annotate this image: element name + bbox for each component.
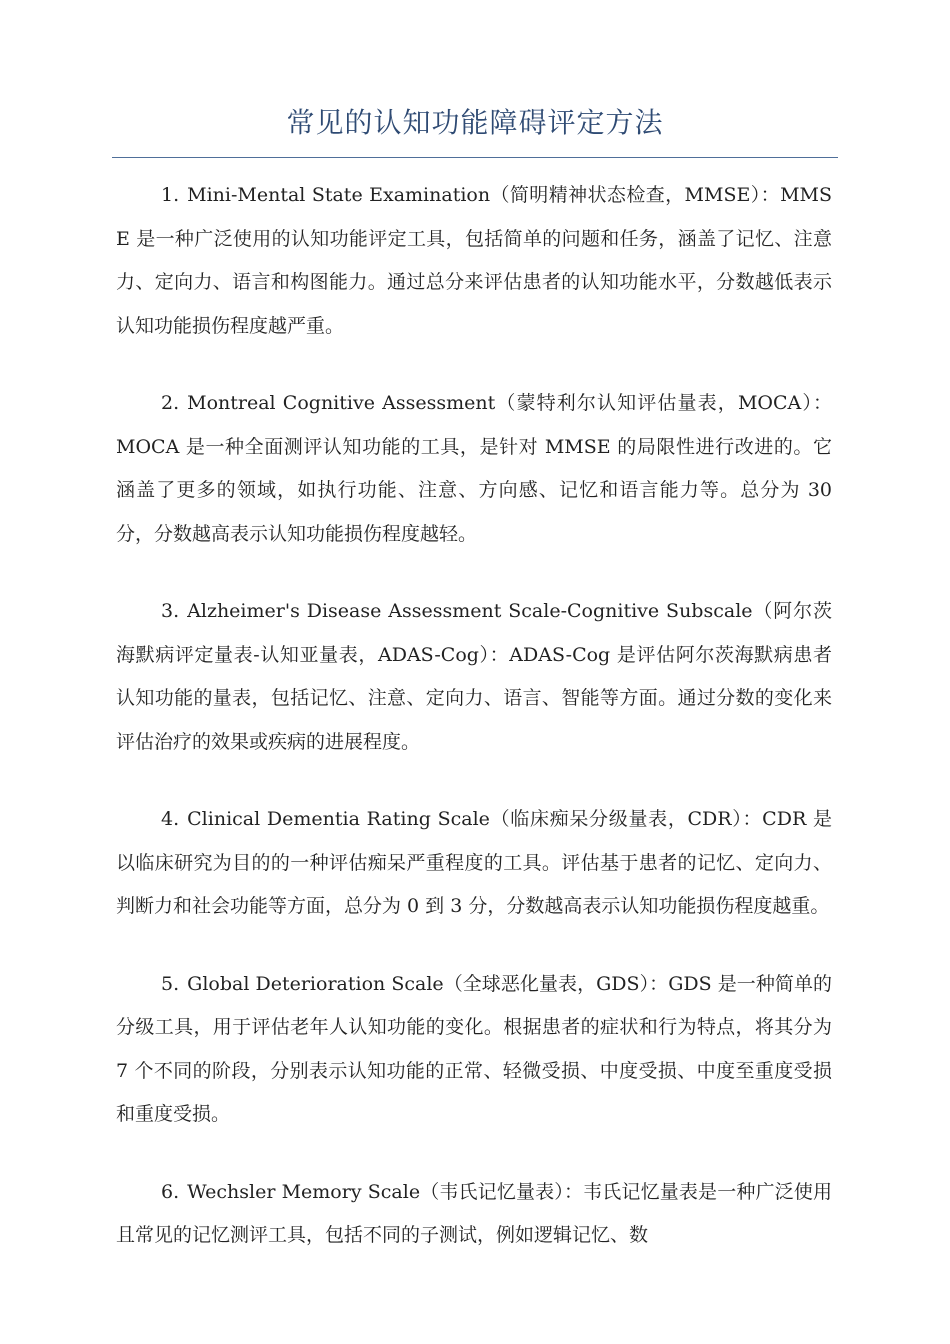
- item-text: Alzheimer's Disease Assessment Scale-Cognitive Subscale（阿尔茨海默病评定量表-认知亚量表，ADAS-Cog）：ADAS-Cog 是评估阿尔茨海默病患者认知功能的量表，包括记忆、注意、定向力、语言、智能等方面。通过分数的变化来评估治疗的效果或疾病的进展程度。: [116, 600, 832, 753]
- list-item-gds: [116, 963, 832, 1137]
- item-text: Clinical Dementia Rating Scale（临床痴呆分级量表，CDR）：CDR 是以临床研究为目的的一种评估痴呆严重程度的工具。评估基于患者的记忆、定向力、判断力和社会功能等方面，总分为 0 到 3 分，分数越高表示认知功能损伤程度越重。: [116, 808, 832, 917]
- item-text: Mini-Mental State Examination（简明精神状态检查，MMSE）：MMSE 是一种广泛使用的认知功能评定工具，包括简单的问题和任务，涵盖了记忆、注意力、定向力、语言和构图能力。通过总分来评估患者的认知功能水平，分数越低表示认知功能损伤程度越严重。: [116, 184, 832, 337]
- item-number: 6.: [161, 1180, 180, 1203]
- list-item-cdr: [116, 798, 832, 929]
- title-divider: [112, 157, 838, 158]
- list-item-adas-cog: [116, 590, 832, 764]
- list-item-mmse: [116, 174, 832, 348]
- item-number: 3.: [161, 600, 180, 622]
- list-item-wechsler: [116, 1171, 832, 1258]
- item-number: 5.: [161, 972, 180, 995]
- item-number: 1.: [161, 184, 180, 206]
- item-text: Wechsler Memory Scale（韦氏记忆量表）：韦氏记忆量表是一种广泛使用且常见的记忆测评工具，包括不同的子测试，例如逻辑记忆、数: [116, 1180, 832, 1246]
- item-text: Montreal Cognitive Assessment（蒙特利尔认知评估量表，MOCA）：MOCA 是一种全面测评认知功能的工具，是针对 MMSE 的局限性进行改进的。它涵盖了更多的领域，如执行功能、注意、方向感、记忆和语言能力等。总分为 30 分，分数越高表示认知功能损伤程度越轻。: [116, 392, 832, 545]
- list-item-moca: [116, 382, 832, 556]
- document-body: [116, 174, 832, 1292]
- item-number: 2.: [161, 392, 180, 414]
- page-title: 常见的认知功能障碍评定方法: [286, 106, 664, 139]
- item-number: 4.: [161, 808, 180, 830]
- item-text: Global Deterioration Scale（全球恶化量表，GDS）：GDS 是一种简单的分级工具，用于评估老年人认知功能的变化。根据患者的症状和行为特点，将其分为 7 个不同的阶段，分别表示认知功能的正常、轻微受损、中度受损、中度至重度受损和重度受损。: [116, 972, 832, 1125]
